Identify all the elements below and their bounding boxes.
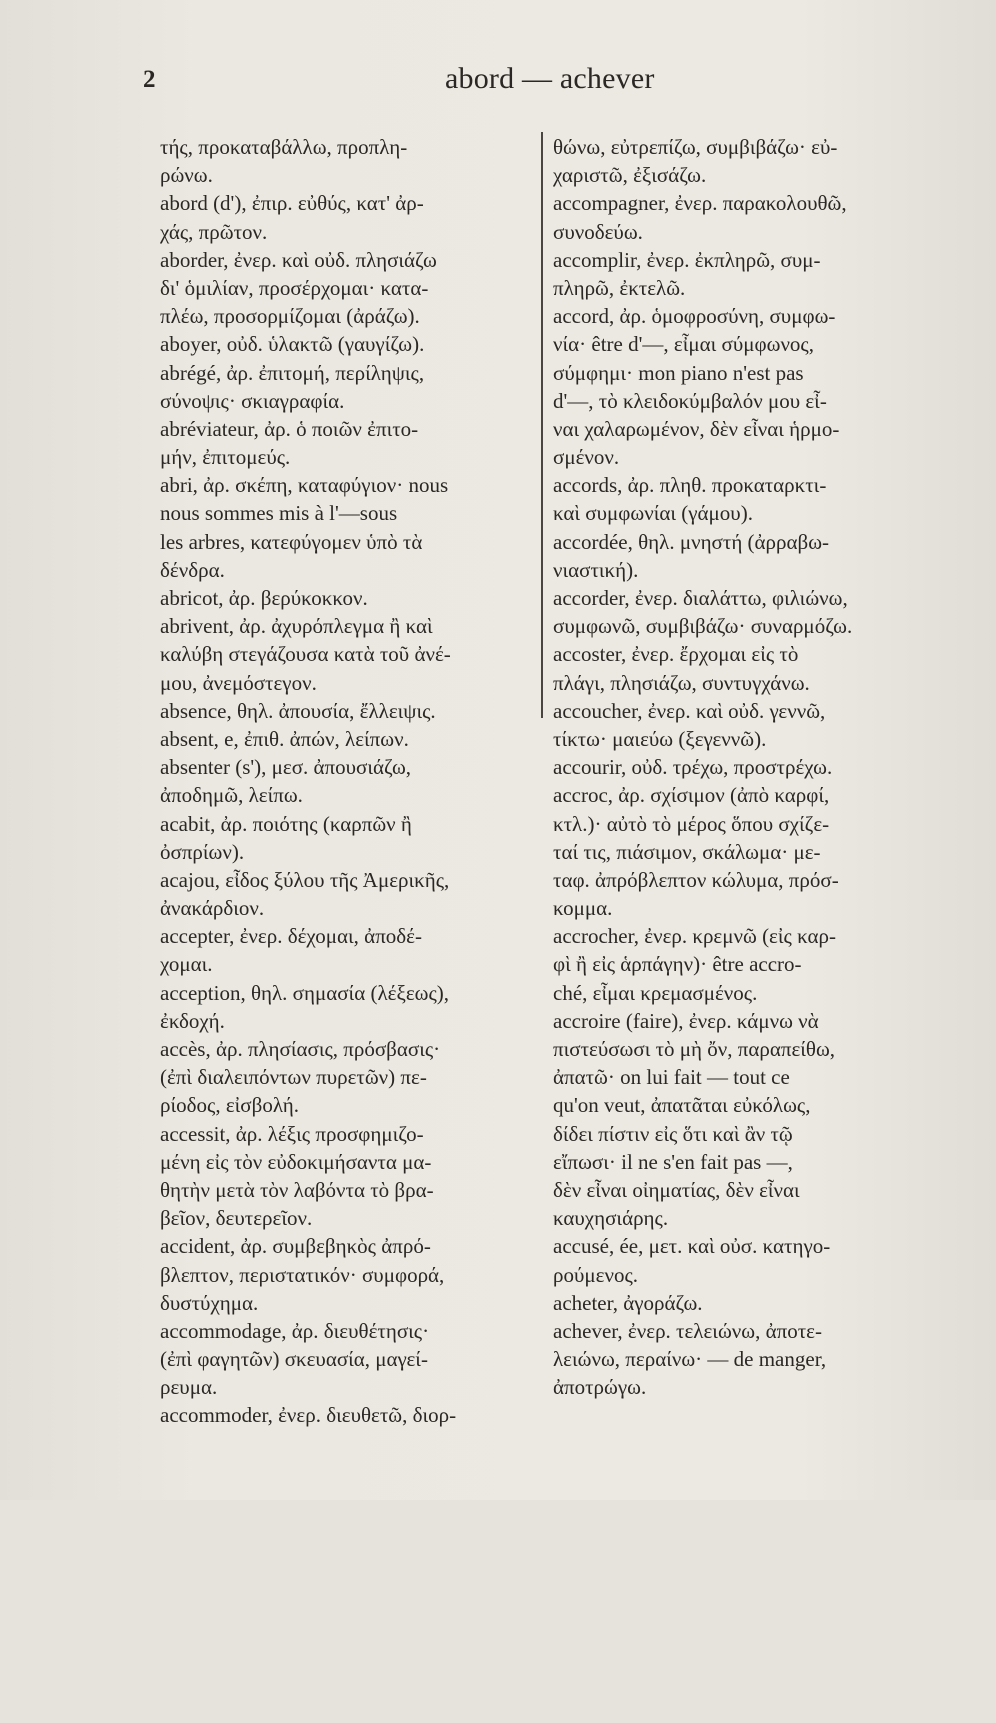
entry-line: acabit, ἀρ. ποιότης (καρπῶν ἢ xyxy=(160,811,412,836)
entry-line: καυχησιάρης. xyxy=(553,1206,669,1231)
entry-line: accepter, ἐνερ. δέχομαι, ἀποδέ- xyxy=(160,924,422,949)
entry-line: accords, ἀρ. πληθ. προκαταρκτι- xyxy=(553,473,827,498)
entry-line: σύνοψις· σκιαγραφία. xyxy=(160,388,345,413)
entry-line: χαριστῶ, ἐξισάζω. xyxy=(553,163,707,188)
entry-line: accompagner, ἐνερ. παρακολουθῶ, xyxy=(553,191,847,216)
entry-line: μήν, ἐπιτομεύς. xyxy=(160,445,291,470)
entry-line: πλάγι, πλησιάζω, συντυγχάνω. xyxy=(553,670,810,695)
dictionary-entry xyxy=(553,246,949,302)
entry-line: ταί τις, πιάσιμον, σκάλωμα· με- xyxy=(553,839,821,864)
entry-line: μένη εἰς τὸν εὐδοκιμήσαντα μα- xyxy=(160,1149,432,1174)
entry-line: nous sommes mis à l'—sous xyxy=(160,501,398,526)
entry-line: σμένον. xyxy=(553,445,620,470)
entry-line: absence, θηλ. ἀπουσία, ἔλλειψις. xyxy=(160,698,436,723)
entry-line: accord, ἀρ. ὁμοφροσύνη, συμφω- xyxy=(553,304,836,329)
entry-line: absent, e, ἐπιθ. ἀπών, λείπων. xyxy=(160,726,409,751)
entry-line: δίδει πίστιν εἰς ὅτι καὶ ἂν τῷ xyxy=(553,1121,793,1146)
entry-line: συνοδεύω. xyxy=(553,219,643,244)
entry-line: ταφ. ἀπρόβλεπτον κώλυμα, πρόσ- xyxy=(553,867,839,892)
dictionary-entry xyxy=(553,1289,949,1317)
entry-line: δι' ὁμιλίαν, προσέρχομαι· κατα- xyxy=(160,275,429,300)
entry-line: abrégé, ἀρ. ἐπιτομή, περίληψις, xyxy=(160,360,425,385)
page-number: 2 xyxy=(143,66,156,93)
dictionary-entry xyxy=(160,330,536,358)
entry-line: acajou, εἶδος ξύλου τῆς Ἀμερικῆς, xyxy=(160,867,450,892)
entry-line: βεῖον, δευτερεῖον. xyxy=(160,1206,313,1231)
dictionary-entry xyxy=(553,640,949,696)
dictionary-entry xyxy=(553,781,949,922)
entry-line: ἀποδημῶ, λείπω. xyxy=(160,783,303,808)
dictionary-entry xyxy=(553,1232,949,1288)
entry-line: accomplir, ἐνερ. ἐκπληρῶ, συμ- xyxy=(553,247,821,272)
entry-line: accident, ἀρ. συμβεβηκὸς ἀπρό- xyxy=(160,1234,431,1259)
dictionary-entry xyxy=(553,584,949,640)
dictionary-entry xyxy=(160,471,536,584)
entry-line: ἀνακάρδιον. xyxy=(160,896,265,921)
entry-line: ἀπατῶ· on lui fait — tout ce xyxy=(553,1065,790,1090)
entry-line: abri, ἀρ. σκέπη, καταφύγιον· nous xyxy=(160,473,449,498)
entry-line: ἐκδοχή. xyxy=(160,1008,225,1033)
dictionary-entry xyxy=(160,189,536,245)
entry-line: acception, θηλ. σημασία (λέξεως), xyxy=(160,980,450,1005)
entry-line: accommodage, ἀρ. διευθέτησις· xyxy=(160,1318,430,1343)
entry-line: μου, ἀνεμόστεγον. xyxy=(160,670,317,695)
entry-line: θώνω, εὐτρεπίζω, συμβιβάζω· εὐ- xyxy=(553,135,838,159)
dictionary-entry xyxy=(553,189,949,245)
entry-line: accusé, ée, μετ. καὶ οὐσ. κατηγο- xyxy=(553,1234,831,1259)
dictionary-entry xyxy=(553,302,949,471)
entry-line: καὶ συμφωνίαι (γάμου). xyxy=(553,501,753,526)
entry-line: abrivent, ἀρ. ἀχυρόπλεγμα ἢ καὶ xyxy=(160,614,433,639)
entry-line: κομμα. xyxy=(553,896,613,921)
dictionary-entry xyxy=(160,979,536,1035)
entry-line: (ἐπὶ διαλειπόντων πυρετῶν) πε- xyxy=(160,1065,427,1090)
entry-line: accroc, ἀρ. σχίσιμον (ἀπὸ καρφί, xyxy=(553,783,830,808)
entry-line: φὶ ἢ εἰς ἁρπάγην)· être accro- xyxy=(553,952,802,977)
entry-line: (ἐπὶ φαγητῶν) σκευασία, μαγεί- xyxy=(160,1347,428,1372)
entry-line: aborder, ἐνερ. καὶ οὐδ. πλησιάζω xyxy=(160,247,437,272)
dictionary-entry xyxy=(160,246,536,331)
entry-line: βλεπτον, περιστατικόν· συμφορά, xyxy=(160,1262,445,1287)
entry-line: ρούμενος. xyxy=(553,1262,639,1287)
entry-line: θητὴν μετὰ τὸν λαβόντα τὸ βρα- xyxy=(160,1177,434,1202)
entry-line: accommoder, ἐνερ. διευθετῶ, διορ- xyxy=(160,1403,457,1428)
entry-line: χάς, πρῶτον. xyxy=(160,219,268,244)
entry-line: ἀποτρώγω. xyxy=(553,1375,647,1400)
dictionary-entry xyxy=(553,1007,949,1233)
entry-line: συμφωνῶ, συμβιβάζω· συναρμόζω. xyxy=(553,614,853,639)
entry-line: ché, εἶμαι κρεμασμένος. xyxy=(553,980,758,1005)
entry-line: acheter, ἀγοράζω. xyxy=(553,1290,703,1315)
entry-line: abréviateur, ἀρ. ὁ ποιῶν ἐπιτο- xyxy=(160,416,419,441)
entry-line: absenter (s'), μεσ. ἀπουσιάζω, xyxy=(160,755,412,780)
entry-line: πιστεύσωσι τὸ μὴ ὄν, παραπείθω, xyxy=(553,1037,836,1061)
dictionary-entry xyxy=(160,584,536,612)
running-head: abord — achever xyxy=(445,62,655,95)
entry-line: νία· être d'—, εἶμαι σύμφωνος, xyxy=(553,332,815,357)
dictionary-entry xyxy=(553,471,949,527)
dictionary-entry xyxy=(160,359,536,415)
entry-line: accrocher, ἐνερ. κρεμνῶ (εἰς καρ- xyxy=(553,924,836,949)
entry-line: accoucher, ἐνερ. καὶ οὐδ. γεννῶ, xyxy=(553,698,826,723)
entry-line: κτλ.)· αὐτὸ τὸ μέρος ὅπου σχίζε- xyxy=(553,811,830,836)
entry-line: ρώνω. xyxy=(160,163,213,188)
entry-line: abricot, ἀρ. βερύκοκκον. xyxy=(160,586,368,610)
dictionary-entry xyxy=(160,725,536,753)
entry-line: τίκτω· μαιεύω (ξεγεννῶ). xyxy=(553,726,767,751)
entry-line: accorder, ἐνερ. διαλάττω, φιλιώνω, xyxy=(553,586,848,610)
dictionary-entry xyxy=(553,528,949,584)
dictionary-entry xyxy=(160,133,536,189)
entry-line: εἴπωσι· il ne s'en fait pas —, xyxy=(553,1149,793,1174)
entry-line: ὀσπρίων). xyxy=(160,839,245,864)
entry-line: accordée, θηλ. μνηστή (ἀρραβω- xyxy=(553,529,830,554)
entry-line: abord (d'), ἐπιρ. εὐθύς, κατ' ἀρ- xyxy=(160,191,424,216)
dictionary-entry xyxy=(160,1120,536,1233)
entry-line: λειώνω, περαίνω· — de manger, xyxy=(553,1347,827,1372)
entry-line: accessit, ἀρ. λέξις προσφημιζο- xyxy=(160,1121,424,1146)
entry-line: aboyer, οὐδ. ὑλακτῶ (γαυγίζω). xyxy=(160,332,425,357)
entry-line: ρευμα. xyxy=(160,1375,218,1400)
dictionary-entry xyxy=(553,753,949,781)
entry-line: ναι χαλαρωμένον, δὲν εἶναι ἡρμο- xyxy=(553,416,840,441)
entry-line: accès, ἀρ. πλησίασις, πρόσβασις· xyxy=(160,1037,441,1061)
dictionary-entry xyxy=(160,1232,536,1317)
dictionary-entry xyxy=(160,866,536,922)
dictionary-entry xyxy=(160,922,536,978)
dictionary-entry xyxy=(553,697,949,753)
dictionary-entry xyxy=(160,1317,536,1402)
entry-line: δὲν εἶναι οἰηματίας, δὲν εἶναι xyxy=(553,1177,800,1202)
dictionary-entry xyxy=(553,922,949,1007)
entry-line: achever, ἐνερ. τελειώνω, ἀποτε- xyxy=(553,1318,822,1343)
entry-line: δυστύχημα. xyxy=(160,1290,259,1315)
entry-line: καλύβη στεγάζουσα κατὰ τοῦ ἀνέ- xyxy=(160,642,451,667)
right-column xyxy=(553,133,949,1723)
entry-line: πληρῶ, ἐκτελῶ. xyxy=(553,275,686,300)
entry-line: τής, προκαταβάλλω, προπλη- xyxy=(160,135,408,159)
entry-line: ρίοδος, εἰσβολή. xyxy=(160,1093,300,1118)
dictionary-entry xyxy=(160,415,536,471)
entry-line: accoster, ἐνερ. ἔρχομαι εἰς τὸ xyxy=(553,642,799,667)
dictionary-entry xyxy=(553,1317,949,1402)
entry-line: accroire (faire), ἐνερ. κάμνω νὰ xyxy=(553,1008,819,1033)
entry-line: qu'on veut, ἀπατᾶται εὐκόλως, xyxy=(553,1093,811,1118)
column-divider xyxy=(541,132,543,718)
entry-line: les arbres, κατεφύγομεν ὑπὸ τὰ xyxy=(160,529,423,554)
entry-line: accourir, οὐδ. τρέχω, προστρέχω. xyxy=(553,755,833,780)
dictionary-entry xyxy=(160,753,536,809)
entry-line: d'—, τὸ κλειδοκύμβαλόν μου εἶ- xyxy=(553,388,827,413)
entry-line: πλέω, προσορμίζομαι (ἀράζω). xyxy=(160,304,420,329)
dictionary-entry xyxy=(553,133,949,189)
dictionary-entry xyxy=(160,1035,536,1120)
dictionary-entry xyxy=(160,697,536,725)
dictionary-entry xyxy=(160,810,536,866)
entry-line: σύμφημι· mon piano n'est pas xyxy=(553,360,804,385)
entry-line: δένδρα. xyxy=(160,557,225,582)
left-column xyxy=(160,133,536,1723)
dictionary-entry xyxy=(160,612,536,697)
dictionary-entry xyxy=(160,1401,536,1429)
entry-line: νιαστική). xyxy=(553,557,639,582)
entry-line: χομαι. xyxy=(160,952,213,977)
